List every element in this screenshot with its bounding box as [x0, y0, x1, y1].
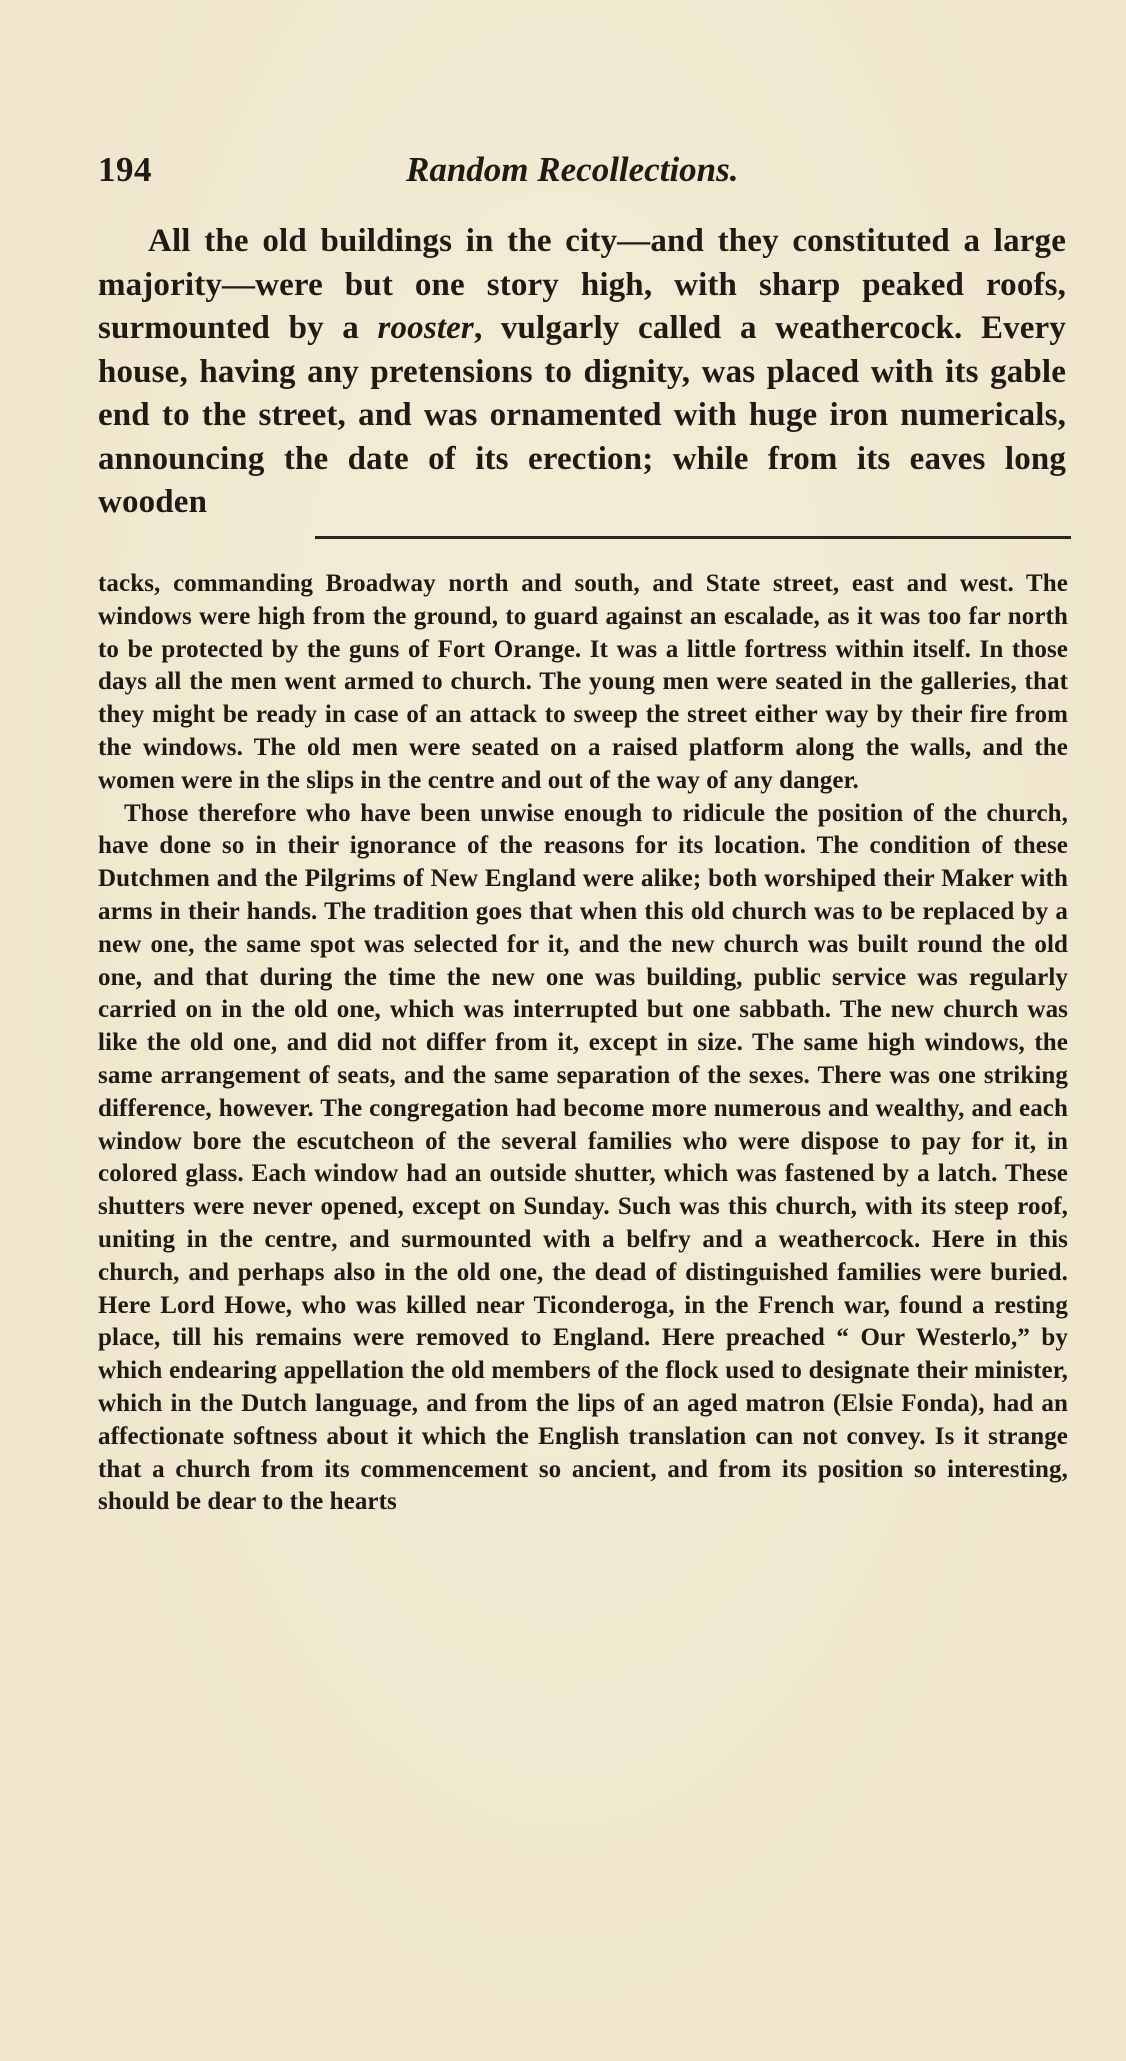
- main-paragraph-end: , vulgarly called a weathercock. Every house, having any pretensions to dignity, was placed with its gable end to the street, and was ornamented with huge iron numericals, announcing the date of its erection; while from its eaves long wooden: [98, 310, 1066, 520]
- main-body-text: [98, 220, 1066, 525]
- page-header: [98, 150, 1078, 194]
- page-number: 194: [98, 150, 152, 189]
- footnote-divider: [315, 536, 1071, 539]
- main-italic-word: rooster: [377, 310, 474, 346]
- main-paragraph-start: All the old buildings in the city—and they constituted a large majority—were but one story high, with sharp peaked roofs, surmounted by a: [98, 223, 1066, 346]
- footnote-paragraph-2: Those therefore who have been unwise enough to ridicule the position of the church, have done so in their ignorance of the reasons for its location. The condition of these Dutchmen and the Pilgrims of New England were alike; both worshiped their Maker with arms in their hands. The tradition goes that when this old church was to be replaced by a new one, the same spot was selected for it, and the new church was built round the old one, and that during the time the new one was building, public service was regularly carried on in the old one, which was interrupted but one sabbath. The new church was like the old one, and did not differ from it, except in size. The same high windows, the same arrangement of seats, and the same separation of the sexes. There was one striking difference, however. The congregation had become more numerous and wealthy, and each window bore the escutcheon of the several families who were dispose to pay for it, in colored glass. Each window had an outside shutter, which was fastened by a latch. These shutters were never opened, except on Sunday. Such was this church, with its steep roof, uniting in the centre, and surmounted with a belfry and a weathercock. Here in this church, and perhaps also in the old one, the dead of distinguished families were buried. Here Lord Howe, who was killed near Ticonderoga, in the French war, found a resting place, till his remains were removed to England. Here preached “ Our Westerlo,” by which endearing appellation the old members of the flock used to designate their minister, which in the Dutch language, and from the lips of an aged matron (Elsie Fonda), had an affectionate softness about it which the English translation can not convey. Is it strange that a church from its commencement so ancient, and from its position so interesting, should be dear to the hearts: [98, 799, 1068, 1516]
- footnote-paragraph-1: tacks, commanding Broadway north and south, and State street, east and west. The windows were high from the ground, to guard against an escalade, as it was too far north to be protected by the guns of Fort Orange. It was a little fortress within itself. In those days all the men went armed to church. The young men were seated in the galleries, that they might be ready in case of an attack to sweep the street either way by their fire from the windows. The old men were seated on a raised platform along the walls, and the women were in the slips in the centre and out of the way of any danger.: [98, 570, 1068, 794]
- footnote-text: [98, 568, 1068, 1519]
- main-paragraph: [98, 220, 1066, 525]
- running-title: Random Recollections.: [406, 150, 739, 189]
